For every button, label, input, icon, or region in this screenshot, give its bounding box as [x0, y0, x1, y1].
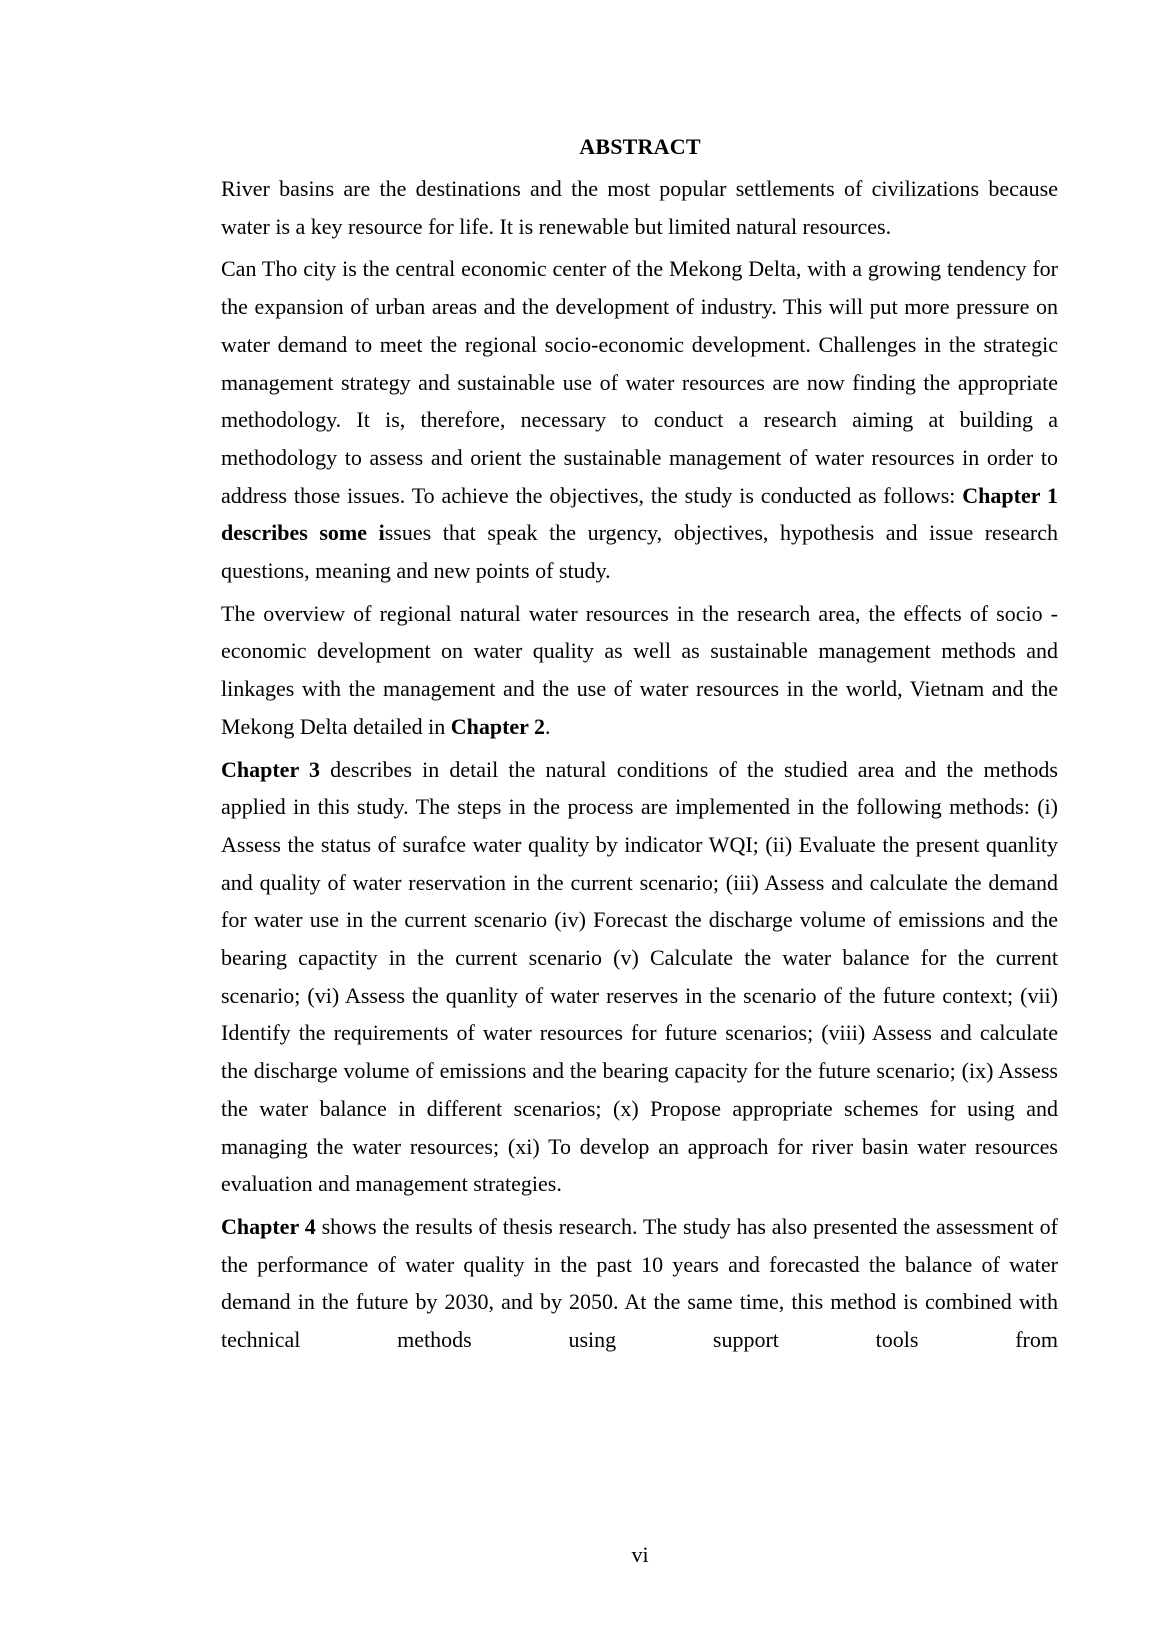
paragraph-3	[221, 595, 1058, 746]
paragraph-2	[221, 250, 1058, 589]
paragraph-5-text: shows the results of thesis research. The study has also presented the assessment of the performance of water quality in the past 10 years and forecasted the balance of water demand in the future by 2030, and by 2050. At the same time, this method is combined with technical methods using support tools from	[221, 1213, 1058, 1353]
paragraph-4	[221, 751, 1058, 1203]
chapter-3-reference: Chapter 3	[221, 756, 320, 782]
paragraph-4-text: describes in detail the natural conditions of the studied area and the methods applied in this study. The steps in the process are implemented in the following methods: (i) Assess the status of surafce water quality by indicator WQI; (ii) Evaluate the present quanlity and quality of water reservation in the current scenario; (iii) Assess and calculate the demand for water use in the current scenario (iv) Forecast the discharge volume of emissions and the bearing capactity in the current scenario (v) Calculate the water balance for the current scenario; (vi) Assess the quanlity of water reserves in the scenario of the future context; (vii) Identify the requirements of water resources for future scenarios; (viii) Assess and calculate the discharge volume of emissions and the bearing capacity for the future scenario; (ix) Assess the water balance in different scenarios; (x) Propose appropriate schemes for using and managing the water resources; (xi) To develop an approach for river basin water resources evaluation and management strategies.	[221, 756, 1058, 1197]
paragraph-5	[221, 1208, 1058, 1359]
paragraph-1-text: River basins are the destinations and the most popular settlements of civilizations because water is a key resource for life. It is renewable but limited natural resources.	[221, 176, 1058, 239]
page-number: vi	[631, 1542, 649, 1567]
paragraph-3-text: The overview of regional natural water resources in the research area, the effects of socio - economic development on water quality as well as sustainable management methods and linkages with the management and the use of water resources in the world, Vietnam and the Mekong Delta detailed in	[221, 600, 1058, 739]
chapter-2-reference: Chapter 2	[450, 713, 546, 739]
paragraph-1	[221, 170, 1058, 245]
paragraph-2-text-cont: ssues that speak the urgency, objectives, hypothesis and issue research questions, meaning and new points of study.	[221, 520, 1058, 584]
abstract-body	[221, 170, 1058, 1364]
chapter-1-reference: Chapter 1 describes some i	[221, 482, 1058, 546]
paragraph-2-text: Can Tho city is the central economic center of the Mekong Delta, with a growing tendency for the expansion of urban areas and the development of industry. This will put more pressure on water demand to meet the regional socio-economic development. Challenges in the strategic management strategy and sustainable use of water resources are now finding the appropriate methodology. It is, therefore, necessary to conduct a research aiming at building a methodology to assess and orient the sustainable management of water resources in order to address those issues. To achieve the objectives, the study is conducted as follows:	[221, 256, 1058, 508]
chapter-4-reference: Chapter 4	[221, 1213, 316, 1239]
paragraph-3-period: .	[545, 713, 551, 739]
abstract-heading: ABSTRACT	[579, 134, 701, 159]
